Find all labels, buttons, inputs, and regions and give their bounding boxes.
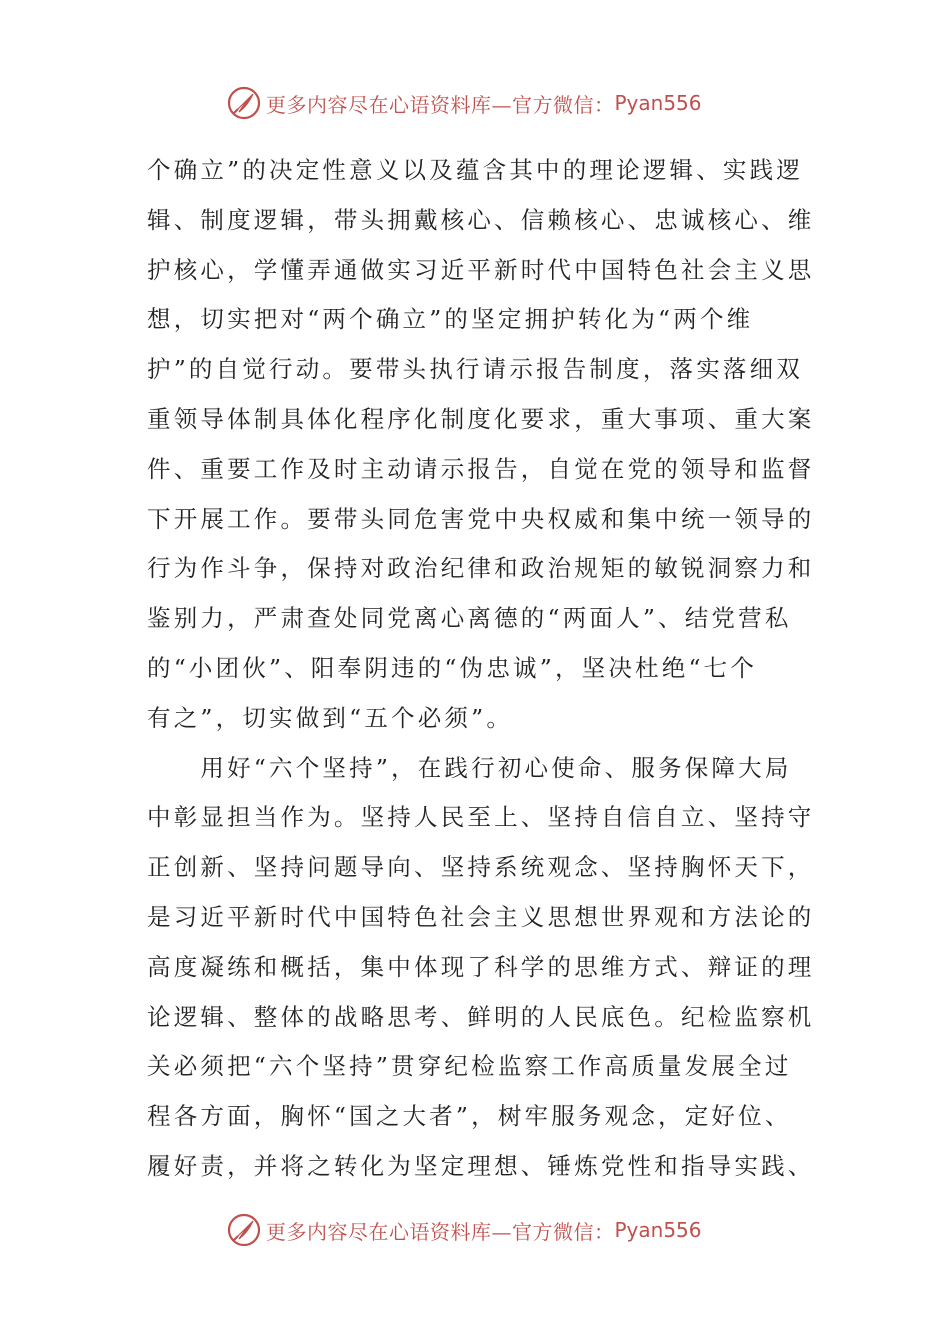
text-line: 重领导体制具体化程序化制度化要求，重大事项、重大案 (147, 404, 815, 433)
text-line: 下开展工作。要带头同危害党中央权威和集中统一领导的 (147, 504, 815, 533)
text-line: 鉴别力，严肃查处同党离心离德的“两面人”、结党营私 (147, 604, 792, 633)
banner-text: 更多内容尽在心语资料库—官方微信： (266, 1219, 615, 1244)
banner-wechat-handle: Pyan556 (614, 1218, 702, 1242)
header-banner (0, 83, 950, 123)
banner-text: 更多内容尽在心语资料库—官方微信： (266, 92, 615, 117)
text-line: 关必须把“六个坚持”贯穿纪检监察工作高质量发展全过 (147, 1052, 792, 1081)
text-line: 有之”，切实做到“五个必须”。 (147, 703, 514, 732)
text-line: 论逻辑、整体的战略思考、鲜明的人民底色。纪检监察机 (147, 1002, 815, 1031)
document-body (147, 146, 815, 1192)
text-line: 的“小团伙”、阳奉阴违的“伪忠诚”，坚决杜绝“七个 (147, 653, 758, 682)
text-line: 想，切实把对“两个确立”的坚定拥护转化为“两个维 (147, 305, 754, 334)
quill-logo-icon (226, 1212, 262, 1248)
text-line: 件、重要工作及时主动请示报告，自觉在党的领导和监督 (147, 454, 815, 483)
text-line: 护核心，学懂弄通做实习近平新时代中国特色社会主义思 (147, 255, 815, 284)
text-line: 辑、制度逻辑，带头拥戴核心、信赖核心、忠诚核心、维 (147, 205, 815, 234)
text-line: 程各方面，胸怀“国之大者”，树牢服务观念，定好位、 (147, 1102, 792, 1131)
text-line: 正创新、坚持问题导向、坚持系统观念、坚持胸怀天下， (147, 853, 815, 882)
text-line: 中彰显担当作为。坚持人民至上、坚持自信自立、坚持守 (147, 803, 815, 832)
banner-wechat-handle: Pyan556 (614, 91, 702, 115)
text-line: 行为作斗争，保持对政治纪律和政治规矩的敏锐洞察力和 (147, 554, 815, 583)
text-line: 履好责，并将之转化为坚定理想、锤炼党性和指导实践、 (147, 1151, 815, 1180)
text-line: 用好“六个坚持”，在践行初心使命、服务保障大局 (147, 753, 792, 782)
quill-logo-icon (226, 85, 262, 121)
footer-banner (0, 1210, 950, 1250)
text-line: 个确立”的决定性意义以及蕴含其中的理论逻辑、实践逻 (147, 156, 804, 184)
text-line: 高度凝练和概括，集中体现了科学的思维方式、辩证的理 (147, 952, 815, 981)
text-line: 是习近平新时代中国特色社会主义思想世界观和方法论的 (147, 902, 815, 931)
text-line: 护”的自觉行动。要带头执行请示报告制度，落实落细双 (147, 355, 804, 384)
